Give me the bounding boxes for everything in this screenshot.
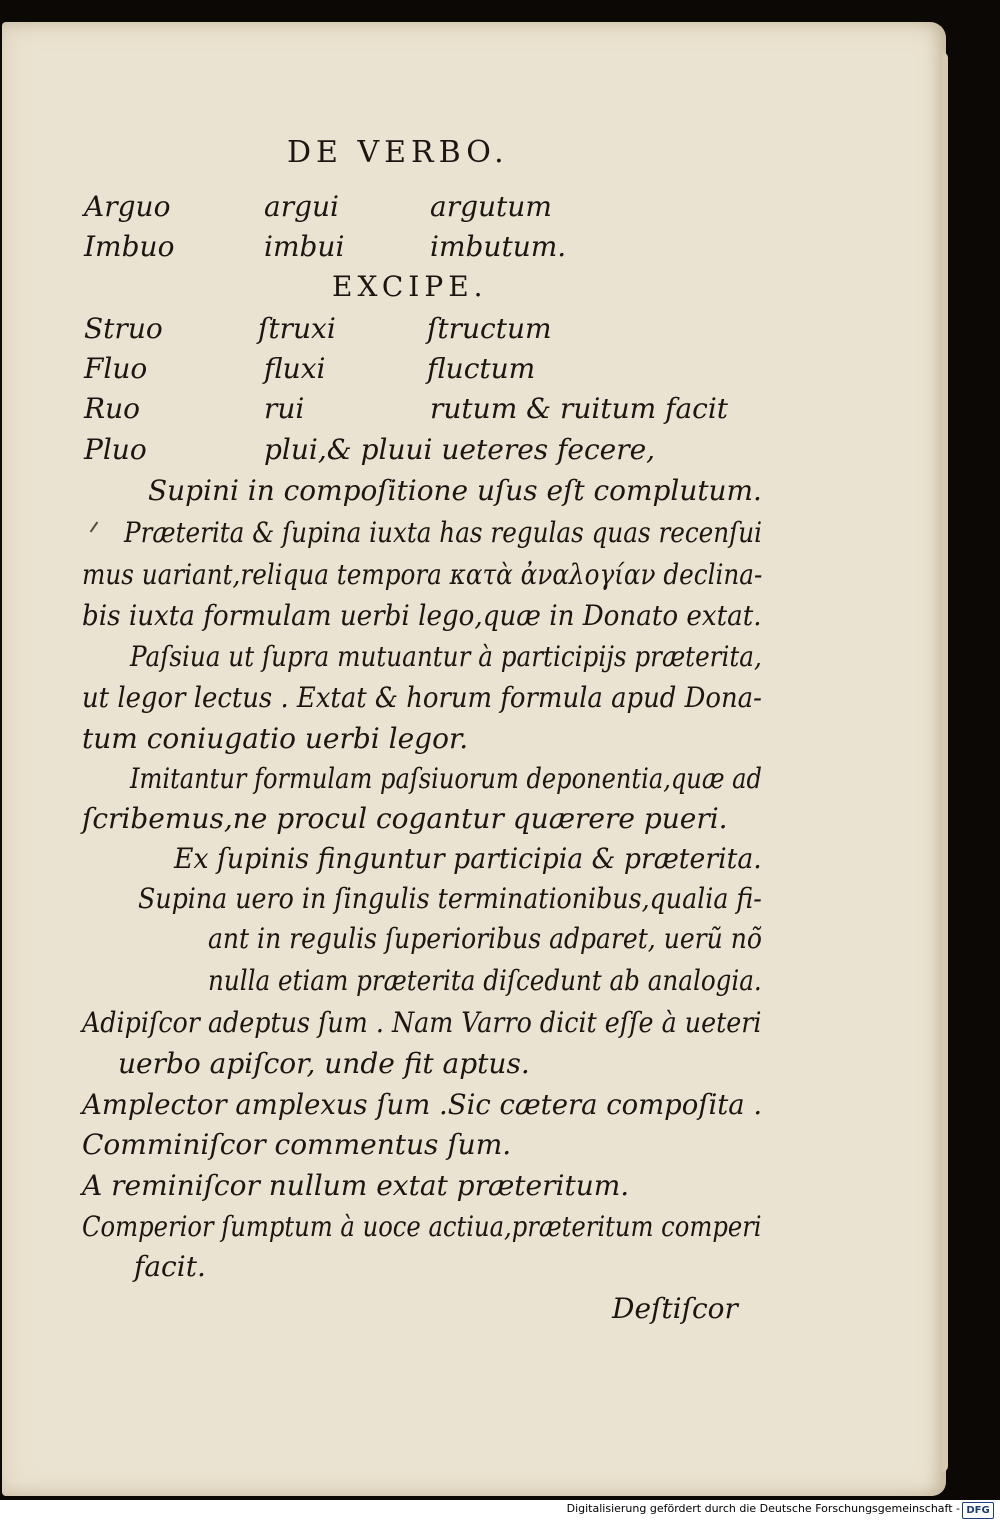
text-line: mus uariant,reliqua tempora κατὰ ἀναλογίαν declina- — [82, 558, 763, 591]
text-line: Ex ſupinis finguntur participia & præterita. — [174, 842, 762, 875]
verb-present: Struo — [84, 312, 163, 345]
text-line: uerbo apiſcor, unde fit aptus. — [118, 1047, 530, 1080]
text-line: nulla etiam præterita diſcedunt ab analogia. — [208, 964, 762, 997]
text-line: facit. — [134, 1250, 206, 1283]
verb-supine: argutum — [430, 190, 552, 223]
verb-perfect: argui — [264, 190, 339, 223]
verb-present: Ruo — [84, 392, 140, 425]
verb-supine: ſtructum — [427, 312, 552, 345]
running-head: DE VERBO. — [287, 135, 509, 170]
text-line: Amplector amplexus ſum .Sic cætera compoſita . — [82, 1088, 763, 1121]
verb-perfect: plui,& pluui ueteres fecere, — [264, 433, 656, 466]
text-line: Comperior ſumptum à uoce actiua,præteritum comperi — [82, 1210, 762, 1243]
verb-present: Pluo — [84, 433, 147, 466]
verb-perfect: fluxi — [264, 352, 326, 385]
text-line: ſcribemus,ne procul cogantur quærere pueri. — [82, 802, 728, 835]
footer-bar — [0, 1500, 1000, 1521]
text-line: tum coniugatio uerbi legor. — [82, 722, 469, 755]
verb-supine: imbutum. — [430, 230, 567, 263]
book-page — [2, 22, 946, 1496]
text-line: Adipiſcor adeptus ſum . Nam Varro dicit eſſe à ueteri — [82, 1006, 762, 1039]
subheading: EXCIPE. — [332, 270, 488, 303]
text-line: Supini in compoſitione uſus eſt complutum. — [148, 474, 762, 507]
text-line: ant in regulis ſuperioribus adparet, uerũ nõ — [208, 922, 762, 955]
text-line: bis iuxta formulam uerbi lego,quæ in Donato extat. — [82, 599, 762, 632]
text-line: Comminiſcor commentus ſum. — [82, 1128, 512, 1161]
text-line: Supina uero in ſingulis terminationibus,qualia fi- — [138, 882, 762, 915]
verb-present: Fluo — [84, 352, 148, 385]
dfg-logo: DFG — [962, 1502, 994, 1519]
page-text — [2, 22, 946, 1496]
verb-supine: fluctum — [427, 352, 536, 385]
verb-present: Imbuo — [84, 230, 175, 263]
catchword: Deſtiſcor — [612, 1292, 738, 1325]
verb-perfect: imbui — [264, 230, 345, 263]
text-line: A reminiſcor nullum extat præteritum. — [82, 1169, 630, 1202]
funding-credit: Digitalisierung gefördert durch die Deutsche Forschungsgemeinschaft - — [566, 1502, 960, 1515]
text-line: Præterita & ſupina iuxta has regulas quas recenſui — [124, 516, 763, 549]
text-line: Paſsiua ut ſupra mutuantur à participijs præterita, — [130, 640, 762, 673]
text-line: Imitantur formulam paſsiuorum deponentia,quæ ad — [130, 762, 762, 795]
margin-mark — [90, 522, 99, 533]
verb-perfect: rui — [264, 392, 305, 425]
verb-present: Arguo — [84, 190, 171, 223]
verb-perfect: ſtruxi — [258, 312, 336, 345]
text-line: ut legor lectus . Extat & horum formula apud Dona- — [82, 681, 762, 714]
verb-supine: rutum & ruitum facit — [430, 392, 729, 425]
